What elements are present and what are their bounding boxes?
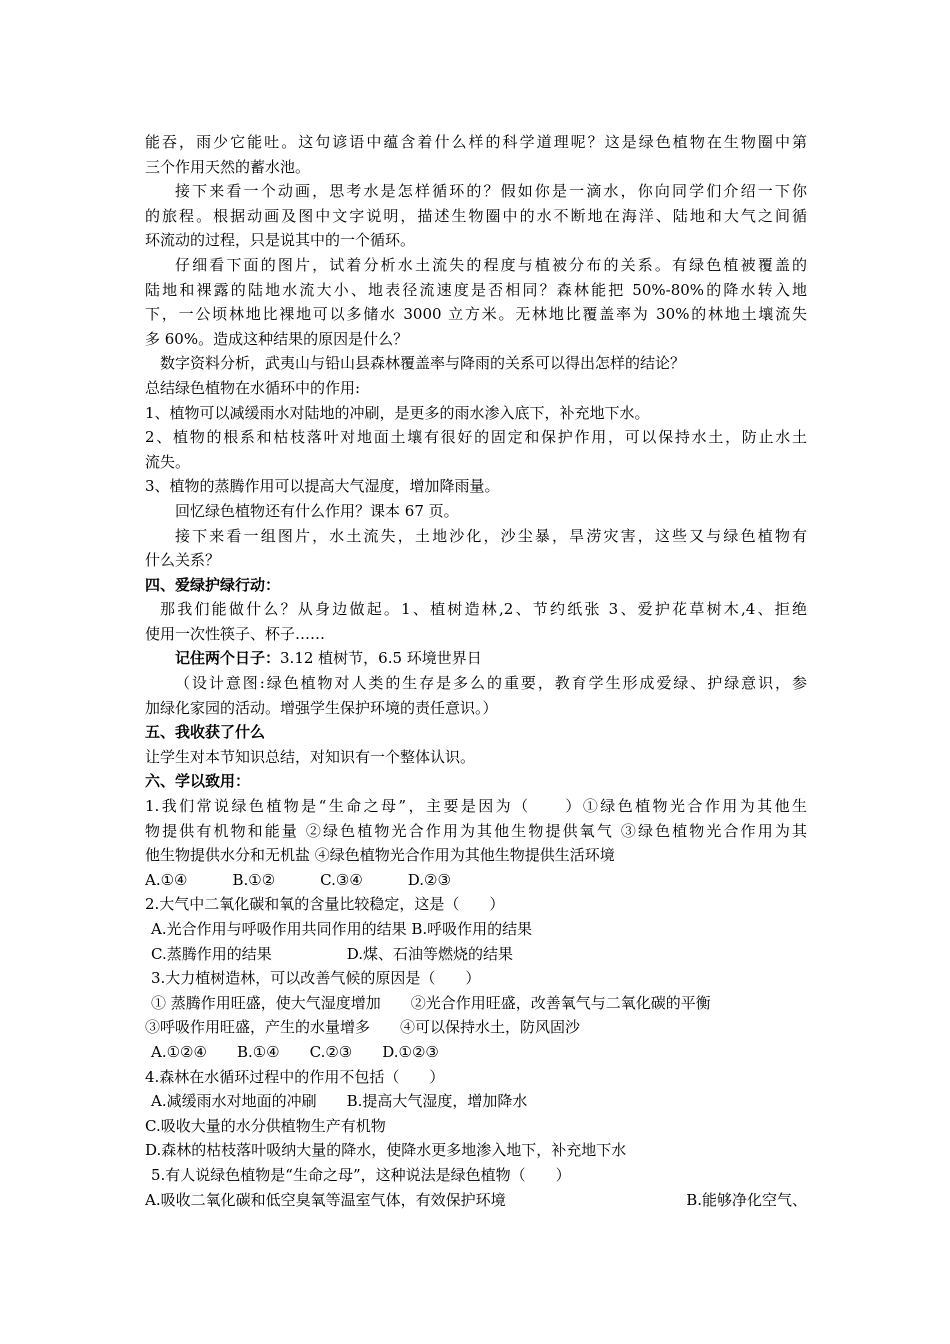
paragraph-line: 加绿化家园的活动。增强学生保护环境的责任意识。） bbox=[145, 698, 498, 717]
dates-line bbox=[145, 646, 807, 671]
paragraph-line: 陆地和裸露的陆地水流大小、地表径流速度是否相同？森林能把 50%-80%的降水转入地 bbox=[145, 280, 807, 299]
question-line: 物提供有机物和能量 ②绿色植物光合作用为其他生物提供氧气 ③绿色植物光合作用为其 bbox=[145, 821, 807, 840]
answer-options: A.①②④ B.①④ C.②③ D.①②③ bbox=[151, 1042, 439, 1061]
answer-options: C.蒸腾作用的结果 D.煤、石油等燃烧的结果 bbox=[151, 944, 513, 963]
paragraph-line: 接下来看一个动画，思考水是怎样循环的？假如你是一滴水，你向同学们介绍一下你 bbox=[175, 182, 807, 201]
paragraph-line: 让学生对本节知识总结，对知识有一个整体认识。 bbox=[145, 747, 476, 766]
answer-options: A.光合作用与呼吸作用共同作用的结果 B.呼吸作用的结果 bbox=[151, 920, 533, 938]
list-item: 流失。 bbox=[145, 452, 191, 471]
paragraph-line: 多 60%。造成这种结果的原因是什么？ bbox=[145, 329, 409, 348]
paragraph-line: 三个作用天然的蓄水池。 bbox=[145, 157, 311, 176]
answer-options bbox=[145, 1188, 807, 1213]
paragraph-line: 的旅程。根据动画及图中文字说明，描述生物圈中的水不断地在海洋、陆地和大气之间循 bbox=[145, 206, 807, 225]
list-item: 3、植物的蒸腾作用可以提高大气湿度，增加降雨量。 bbox=[145, 477, 500, 496]
section-heading: 五、我收获了什么 bbox=[145, 723, 266, 742]
option-b: B.能够净化空气、 bbox=[686, 1190, 807, 1209]
document-body bbox=[145, 130, 807, 1212]
paragraph-line: 总结绿色植物在水循环中的作用: bbox=[145, 378, 361, 397]
paragraph-line: （设计意图:绿色植物对人类的生存是多么的重要，教育学生形成爱绿、护绿意识，参 bbox=[175, 674, 807, 693]
paragraph-line: 仔细看下面的图片，试着分析水土流失的程度与植被分布的关系。有绿色植被覆盖的 bbox=[175, 255, 807, 274]
question-line: 1.我们常说绿色植物是“生命之母”，主要是因为（ ）①绿色植物光合作用为其他生 bbox=[145, 797, 807, 816]
question-line: 5.有人说绿色植物是“生命之母”，这种说法是绿色植物（ ） bbox=[151, 1165, 571, 1184]
paragraph-line: 下，一公顷林地比裸地可以多储水 3000 立方米。无林地比覆盖率为 30%的林地土壤流失 bbox=[145, 305, 807, 324]
question-line: 他生物提供水分和无机盐 ④绿色植物光合作用为其他生物提供生活环境 bbox=[145, 846, 615, 865]
paragraph-line: 数字资料分析，武夷山与铅山县森林覆盖率与降雨的关系可以得出怎样的结论？ bbox=[160, 354, 686, 373]
paragraph-line: 什么关系？ bbox=[145, 551, 221, 570]
question-line: 2.大气中二氧化碳和氧的含量比较稳定，这是（ ） bbox=[145, 895, 505, 914]
answer-options: A.①④ B.①② C.③④ D.②③ bbox=[145, 870, 451, 889]
question-line: 3.大力植树造林，可以改善气候的原因是（ ） bbox=[151, 969, 481, 988]
paragraph-line: 接下来看一组图片，水土流失，土地沙化，沙尘暴，旱涝灾害，这些又与绿色植物有 bbox=[175, 526, 807, 545]
section-heading: 六、学以致用： bbox=[145, 772, 251, 791]
list-item: 1、植物可以减缓雨水对陆地的冲刷，是更多的雨水渗入底下，补充地下水。 bbox=[145, 403, 650, 422]
list-item: 2、植物的根系和枯枝落叶对地面土壤有很好的固定和保护作用，可以保持水土，防止水土 bbox=[145, 428, 807, 447]
answer-options: C.吸收大量的水分供植物生产有机物 bbox=[145, 1116, 386, 1135]
section-heading: 四、爱绿护绿行动： bbox=[145, 575, 281, 594]
question-line: ① 蒸腾作用旺盛，使大气湿度增加 ②光合作用旺盛，改善氧气与二氧化碳的平衡 bbox=[151, 993, 711, 1012]
answer-options: D.森林的枯枝落叶吸纳大量的降水，使降水更多地渗入地下，补充地下水 bbox=[145, 1141, 627, 1160]
paragraph-line: 回忆绿色植物还有什么作用？课本 67 页。 bbox=[175, 501, 459, 520]
dates-label: 记住两个日子： bbox=[175, 649, 281, 668]
paragraph-line: 那我们能做什么？从身边做起。1、植树造林,2、节约纸张 3、爱护花草树木,4、拒绝 bbox=[160, 600, 807, 619]
paragraph-line: 环流动的过程，只是说其中的一个循环。 bbox=[145, 231, 416, 250]
dates-value: 3.12 植树节，6.5 环境世界日 bbox=[280, 649, 482, 668]
question-line: 4.森林在水循环过程中的作用不包括（ ） bbox=[145, 1067, 445, 1086]
paragraph-line: 使用一次性筷子、杯子…… bbox=[145, 624, 326, 643]
option-a: A.吸收二氧化碳和低空臭氧等温室气体，有效保护环境 bbox=[145, 1190, 506, 1209]
paragraph-line: 能吞，雨少它能吐。这句谚语中蕴含着什么样的科学道理呢？这是绿色植物在生物圈中第 bbox=[145, 133, 807, 151]
question-line: ③呼吸作用旺盛，产生的水量增多 ④可以保持水土，防风固沙 bbox=[145, 1018, 581, 1037]
answer-options: A.减缓雨水对地面的冲刷 B.提高大气湿度，增加降水 bbox=[151, 1092, 528, 1111]
